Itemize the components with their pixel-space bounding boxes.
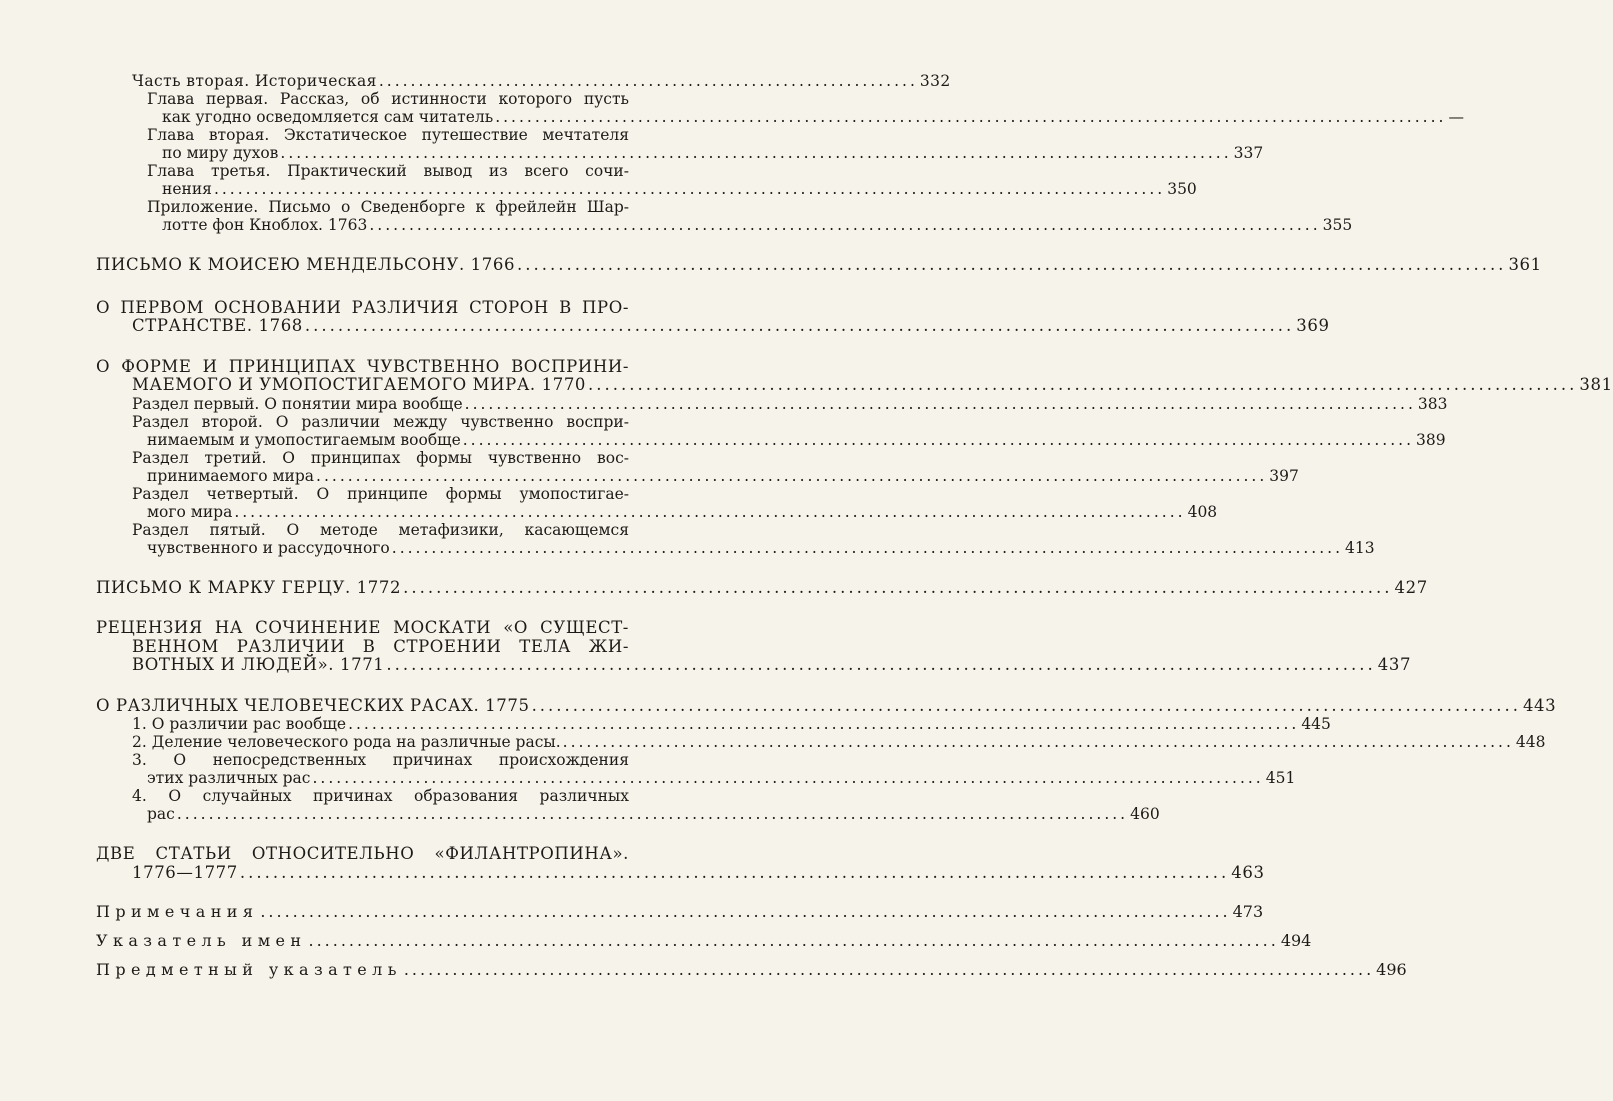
leader-dots: ........................................................................................................................ xyxy=(462,430,1414,449)
toc-entry-last-line xyxy=(132,733,1546,751)
toc-entry-races xyxy=(96,695,1557,716)
toc-entry-line: рас xyxy=(147,805,175,823)
toc-entry-last-line xyxy=(147,216,1353,234)
toc-entry-title: Предметный указатель xyxy=(96,960,402,979)
toc-entry-line: принимаемого мира xyxy=(147,466,315,485)
toc-entry-line: Раздел четвертый. О принципе формы умопостигае- xyxy=(132,484,629,503)
toc-entry-item xyxy=(132,787,1160,823)
leader-dots: ........................................................................................................................ xyxy=(495,108,1447,126)
leader-dots: ........................................................................................................................ xyxy=(213,180,1166,198)
toc-entry-line: 1. О различии рас вообще xyxy=(132,715,347,733)
leader-dots: ........................................................................................................................ xyxy=(464,394,1416,413)
leader-dots: ........................................................................................................................ xyxy=(312,769,1264,787)
toc-entry-last-line xyxy=(96,862,1265,883)
toc-entry-line: Глава вторая. Экстатическое путешествие мечтателя xyxy=(147,126,629,144)
toc-entry-section-list xyxy=(96,394,1448,557)
toc-entry-last-line xyxy=(132,715,1331,733)
toc-page-number: 361 xyxy=(1508,255,1542,274)
leader-dots: ........................................................................................................................ xyxy=(234,502,1186,521)
toc-entry-line: ДВЕ СТАТЬИ ОТНОСИТЕЛЬНО «ФИЛАНТРОПИНА». xyxy=(96,844,629,863)
toc-entry-chapter xyxy=(147,90,1464,126)
toc-entry-line: Глава первая. Рассказ, об истинности которого пусть xyxy=(147,90,629,108)
toc-entry-philanthropin xyxy=(96,844,1265,882)
toc-entry-line: как угодно осведомляется сам читатель xyxy=(162,108,494,126)
toc-entry-last-line xyxy=(132,769,1296,787)
toc-entry-herz xyxy=(96,577,1428,598)
leader-dots: ........................................................................................................................ xyxy=(562,733,1514,751)
toc-entry-subject-index xyxy=(96,960,1407,979)
toc-entry-chapter xyxy=(147,198,1353,234)
toc-entry-line: МАЕМОГО И УМОПОСТИГАЕМОГО МИРА. 1770 xyxy=(132,375,587,394)
toc-entry-last-line xyxy=(132,538,1375,557)
toc-entry-line: этих различных рас xyxy=(147,769,311,787)
toc-page-number: 381 xyxy=(1579,375,1613,394)
leader-dots: ........................................................................................................................ xyxy=(304,316,1295,335)
toc-entry-line: ПИСЬМО К МАРКУ ГЕРЦУ. 1772 xyxy=(96,577,402,597)
toc-entry-space xyxy=(96,297,1330,336)
toc-entry-line: О ПЕРВОМ ОСНОВАНИИ РАЗЛИЧИЯ СТОРОН В ПРО- xyxy=(96,297,629,317)
leader-dots: ........................................................................................................................ xyxy=(176,805,1129,823)
toc-entry-line: 4. О случайных причинах образования различных xyxy=(132,787,629,805)
toc-entry-chapter xyxy=(147,162,1197,198)
toc-entry-line: О РАЗЛИЧНЫХ ЧЕЛОВЕЧЕСКИХ РАСАХ. 1775 xyxy=(96,695,530,715)
leader-dots: ........................................................................................................................ xyxy=(517,255,1507,274)
toc-entry-line: нения xyxy=(162,180,212,198)
toc-page-number: 397 xyxy=(1269,466,1299,485)
toc-entry-line: Раздел второй. О различии между чувственно воспри- xyxy=(132,412,629,431)
toc-entry-last-line xyxy=(96,255,1542,275)
leader-dots: .................................................................... xyxy=(378,72,918,90)
toc-entry-line: Раздел пятый. О методе метафизики, касающемся xyxy=(132,520,629,539)
toc-page-number: 494 xyxy=(1280,931,1312,950)
toc-page-number: 445 xyxy=(1301,715,1331,733)
leader-dots: ........................................................................................................................ xyxy=(308,931,1279,950)
leader-dots: ........................................................................................................................ xyxy=(280,144,1232,162)
toc-entry-form xyxy=(96,356,1613,395)
toc-entry-section xyxy=(132,394,1448,413)
toc-page-number: 463 xyxy=(1231,862,1265,882)
toc-page-number: 451 xyxy=(1265,769,1296,787)
leader-dots: ........................................................................................................................ xyxy=(403,577,1393,597)
toc-entry-line: 3. О непосредственных причинах происхождения xyxy=(132,751,629,769)
toc-page-number: 355 xyxy=(1322,216,1353,234)
toc-entry-name-index xyxy=(96,931,1312,950)
toc-entry-line: СТРАНСТВЕ. 1768 xyxy=(132,316,303,335)
toc-page-number: 448 xyxy=(1515,733,1546,751)
leader-dots: ........................................................................................................................ xyxy=(391,538,1344,557)
toc-entry-last-line xyxy=(96,655,1412,675)
toc-entry-last-line xyxy=(147,180,1197,198)
toc-entry-item xyxy=(132,733,1546,751)
toc-page-number: 496 xyxy=(1376,960,1407,979)
toc-page-number: 369 xyxy=(1296,316,1330,335)
leader-dots: ........................................................................................................................ xyxy=(316,466,1268,485)
toc-entry-item xyxy=(132,751,1296,787)
toc-entry-section xyxy=(132,448,1299,485)
toc-entry-line: О ФОРМЕ И ПРИНЦИПАХ ЧУВСТВЕННО ВОСПРИНИ- xyxy=(96,356,629,376)
leader-dots: ........................................................................................................................ xyxy=(386,655,1376,674)
toc-page-number: 427 xyxy=(1394,577,1428,597)
toc-entry-line: ВОТНЫХ И ЛЮДЕЙ». 1771 xyxy=(132,655,385,674)
toc-page-number: 389 xyxy=(1416,430,1446,449)
toc-entry-last-line xyxy=(96,695,1557,716)
leader-dots: ........................................................................................................................ xyxy=(588,375,1578,394)
toc-entry-item-list xyxy=(96,715,1546,823)
toc-page-number: 473 xyxy=(1232,902,1264,921)
toc-entry-notes xyxy=(96,902,1264,921)
toc-entry-line: РЕЦЕНЗИЯ НА СОЧИНЕНИЕ МОСКАТИ «О СУЩЕСТ- xyxy=(96,618,629,637)
toc-entry-last-line xyxy=(132,805,1160,823)
toc-entry-line: чувственного и рассудочного xyxy=(147,538,390,557)
toc-entry-line: Раздел первый. О понятии мира вообще xyxy=(132,394,463,413)
toc-page-number: 413 xyxy=(1345,538,1375,557)
leader-dots: ........................................................................................................................ xyxy=(403,960,1375,979)
leader-dots: ........................................................................................................................ xyxy=(260,902,1231,921)
toc-entry-last-line xyxy=(96,577,1428,598)
toc-entry-title: Примечания xyxy=(96,902,259,921)
toc-entry-section xyxy=(132,520,1375,557)
toc-entry-line: ВЕННОМ РАЗЛИЧИИ В СТРОЕНИИ ТЕЛА ЖИ- xyxy=(132,636,629,656)
toc-page-number: 460 xyxy=(1130,805,1160,823)
toc-entry-line: 1776—1777 xyxy=(132,862,238,882)
leader-dots: ........................................................................................................................ xyxy=(239,862,1230,882)
toc-entry-last-line xyxy=(132,502,1218,521)
toc-entry-line: Глава третья. Практический вывод из всего сочи- xyxy=(147,162,629,180)
toc-page-number: 332 xyxy=(919,72,951,90)
toc-entry-line: мого мира xyxy=(147,502,233,521)
toc-entry-section xyxy=(132,412,1446,449)
toc-entry-last-line xyxy=(96,375,1613,395)
leader-dots: ........................................................................................................................ xyxy=(348,715,1300,733)
toc-entry-line: Приложение. Письмо о Сведенборге к фрейлейн Шар- xyxy=(147,198,629,216)
toc-page-number: 437 xyxy=(1377,655,1412,674)
toc-page-number: 408 xyxy=(1187,502,1218,521)
toc-entry-last-line xyxy=(147,108,1464,126)
toc-entry-last-line xyxy=(96,316,1330,336)
toc-entry-moscati xyxy=(96,618,1412,675)
toc-entry-chapter xyxy=(147,126,1264,162)
toc-entry-title: Указатель имен xyxy=(96,931,307,950)
toc-entry-line: Раздел третий. О принципах формы чувственно вос- xyxy=(132,448,629,467)
toc-entry-last-line xyxy=(132,394,1448,413)
toc-entry-line: ПИСЬМО К МОИСЕЮ МЕНДЕЛЬСОНУ. 1766 xyxy=(96,255,516,274)
toc-entry-title: Часть вторая. Историческая xyxy=(132,72,377,90)
toc-page-number: 337 xyxy=(1233,144,1264,162)
toc-page-number: 350 xyxy=(1167,180,1197,198)
toc-entry-line: нимаемым и умопостигаемым вообще xyxy=(147,430,461,449)
table-of-contents xyxy=(96,72,1613,979)
leader-dots: ........................................................................................................................ xyxy=(369,216,1321,234)
toc-entry-last-line xyxy=(132,430,1446,449)
toc-entry-line: 2. Деление человеческого рода на различные расы. xyxy=(132,733,561,751)
toc-page-number: 383 xyxy=(1417,394,1448,413)
toc-entry-part-two xyxy=(132,72,951,90)
toc-entry-line: лотте фон Кноблох. 1763 xyxy=(162,216,368,234)
toc-page-number: — xyxy=(1448,108,1464,126)
toc-entry-last-line xyxy=(132,466,1299,485)
toc-entry-last-line xyxy=(147,144,1264,162)
toc-entry-item xyxy=(132,715,1331,733)
toc-page-number: 443 xyxy=(1522,695,1557,715)
toc-entry-section xyxy=(132,484,1218,521)
leader-dots: ........................................................................................................................ xyxy=(531,695,1521,715)
toc-entry-mendelssohn xyxy=(96,255,1542,275)
toc-entry-line: по миру духов xyxy=(162,144,279,162)
